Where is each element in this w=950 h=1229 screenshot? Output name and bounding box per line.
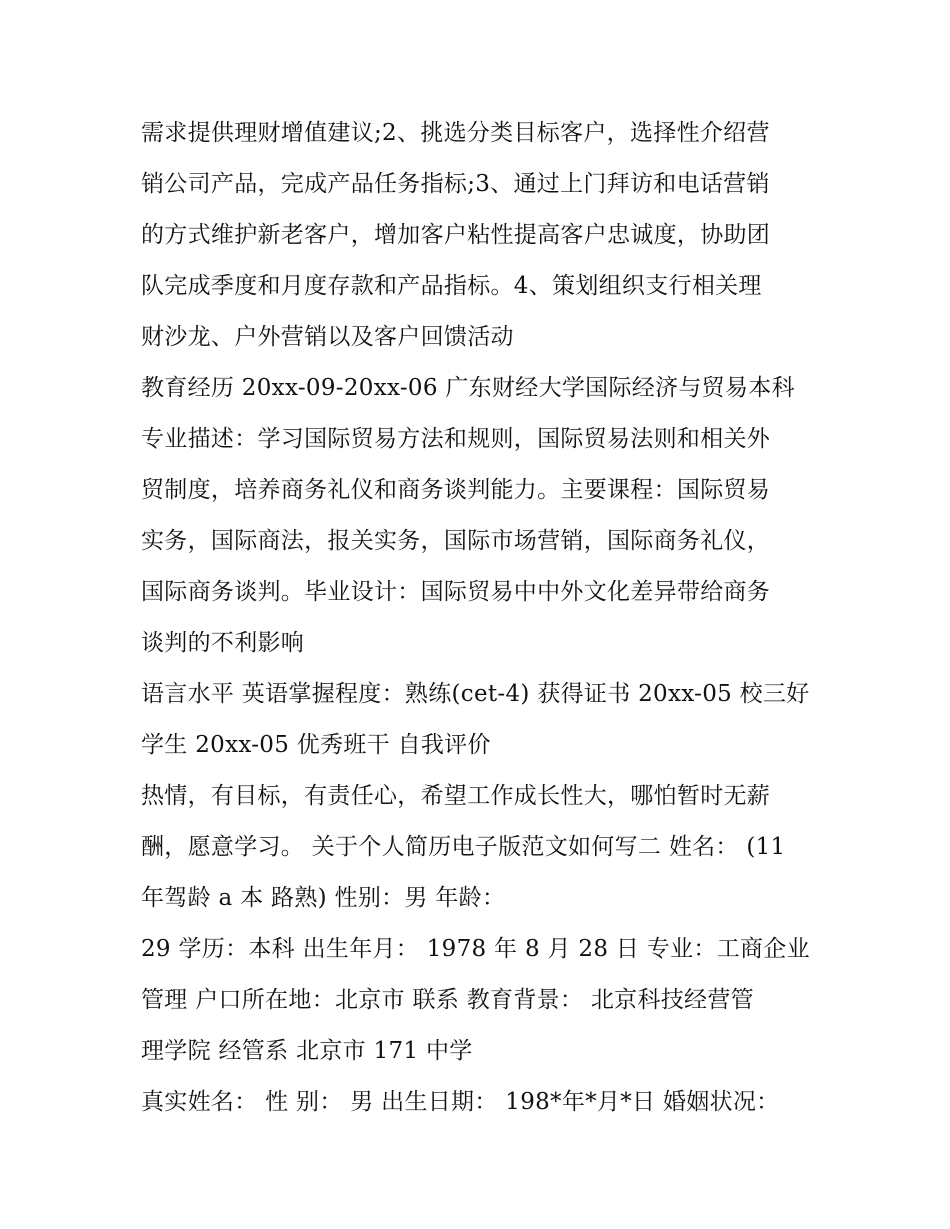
document-body (141, 108, 821, 1128)
text-line: 贸制度，培养商务礼仪和商务谈判能力。主要课程：国际贸易 (141, 477, 771, 503)
text-line: 管理 户口所在地：北京市 联系 教育背景： 北京科技经营管 (141, 987, 754, 1013)
text-line: 酬，愿意学习。 关于个人简历电子版范文如何写二 姓名： (11 (141, 834, 786, 860)
paragraph-education (141, 363, 821, 669)
text-line: 的方式维护新老客户，增加客户粘性提高客户忠诚度，协助团 (141, 222, 771, 248)
text-line: 财沙龙、户外营销以及客户回馈活动 (141, 324, 514, 350)
text-line: 队完成季度和月度存款和产品指标。4、策划组织支行相关理 (141, 273, 762, 299)
text-line: 热情，有目标，有责任心，希望工作成长性大，哪怕暂时无薪 (141, 783, 771, 809)
text-line: 专业描述：学习国际贸易方法和规则，国际贸易法则和相关外 (141, 426, 771, 452)
text-line: 理学院 经管系 北京市 171 中学 (141, 1038, 473, 1064)
text-line: 29 学历：本科 出生年月： 1978 年 8 月 28 日 专业：工商企业 (141, 936, 810, 962)
text-line: 国际商务谈判。毕业设计：国际贸易中中外文化差异带给商务 (141, 579, 771, 605)
paragraph-self-evaluation (141, 771, 821, 924)
paragraph-language (141, 669, 821, 771)
text-line: 销公司产品，完成产品任务指标;3、通过上门拜访和电话营销 (141, 171, 770, 197)
paragraph-work-duties (141, 108, 821, 363)
text-line: 真实姓名： 性 别： 男 出生日期： 198*年*月*日 婚姻状况： (141, 1089, 780, 1115)
text-line: 实务，国际商法，报关实务，国际市场营销，国际商务礼仪， (141, 528, 771, 554)
paragraph-personal-info (141, 924, 821, 1077)
text-line: 语言水平 英语掌握程度：熟练(cet-4) 获得证书 20xx-05 校三好 (141, 681, 810, 707)
text-line: 学生 20xx-05 优秀班干 自我评价 (141, 732, 491, 758)
text-line: 教育经历 20xx-09-20xx-06 广东财经大学国际经济与贸易本科 (141, 375, 795, 401)
paragraph-basic-info (141, 1077, 821, 1128)
text-line: 需求提供理财增值建议;2、挑选分类目标客户，选择性介绍营 (141, 120, 770, 146)
text-line: 年驾龄 a 本 路熟) 性别：男 年龄： (141, 885, 506, 911)
text-line: 谈判的不利影响 (141, 630, 305, 656)
